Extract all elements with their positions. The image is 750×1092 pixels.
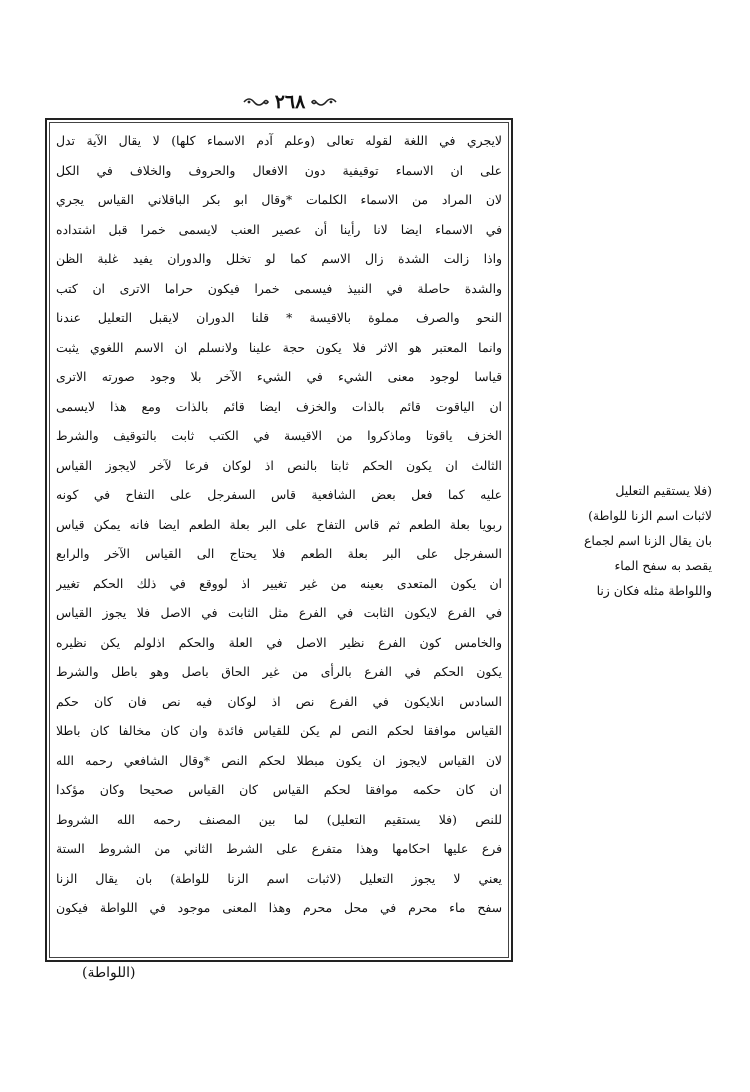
text-line: يكون الحكم في الفرع بالرأى من غير الحاق باصل وهو باطل والشرط bbox=[56, 664, 502, 679]
text-line: يعني لا يجوز التعليل (لاثبات اسم الزنا للواطة) بان يقال الزنا bbox=[56, 870, 502, 886]
text-line: ربويا بعلة الطعم ثم قاس التفاح على البر بعلة الطعم ايضا فانه يمكن قياس bbox=[56, 516, 502, 532]
catchword: (اللواطة) bbox=[82, 965, 136, 981]
text-line: لان القياس لايجوز ان يكون مبطلا لحكم النص *وقال الشافعي رحمه الله bbox=[56, 752, 502, 768]
text-line: عليه كما فعل بعض الشافعية قاس السفرجل على التفاح في كونه bbox=[56, 487, 502, 502]
margin-note bbox=[522, 478, 712, 603]
margin-note-line: يقصد به سفح الماء bbox=[614, 558, 712, 573]
margin-note-line: واللواطة مثله فكان زنا bbox=[596, 583, 712, 598]
text-line: سفح ماء محرم في محل محرم وهذا المعنى موجود في اللواطة فيكون bbox=[56, 900, 502, 915]
margin-note-line: بان يقال الزنا اسم لجماع bbox=[583, 533, 712, 548]
text-line: للنص (فلا يستقيم التعليل) لما بين المصنف رحمه الله الشروط bbox=[56, 811, 502, 827]
text-line: في الاسماء ايضا لانا رأينا أن عصير العنب لايسمى خمرا قبل اشتداده bbox=[56, 221, 502, 237]
text-line: الخزف ياقوتا وماذكروا من الاقيسة في الكتب ثابت بالتوقيف والشرط bbox=[56, 428, 502, 443]
ornament-left-icon bbox=[311, 95, 337, 109]
text-line: القياس موافقا لحكم النص لم يكن للقياس فائدة وان كان مخالفا كان باطلا bbox=[56, 723, 502, 738]
text-line: قياسا لوجود معنى الشيء في الشيء الآخر بلا وجود صورته الاترى bbox=[56, 369, 502, 384]
text-line: النحو والصرف مملوة بالاقيسة * قلنا الدوران لايقبل التعليل عندنا bbox=[56, 310, 502, 325]
text-line: السادس انلايكون في الفرع نص اذ لوكان فيه نص فان كان حكم bbox=[56, 693, 502, 709]
page-number: ٢٦٨ bbox=[274, 91, 306, 113]
text-line: ان كان حكمه موافقا لحكم القياس كان القياس صحيحا وكان مؤكدا bbox=[56, 782, 502, 797]
text-line: في الفرع لايكون الثابت في الفرع مثل الثابت في الاصل فلا يجوز القياس bbox=[56, 605, 502, 620]
text-line: والشدة حاصلة في النبيذ فيسمى خمرا فيكون حراما الاترى ان كتب bbox=[56, 280, 502, 296]
text-line: وانما المعتبر هو الاثر فلا يكون حجة علينا ولانسلم ان الاسم اللغوي يثبت bbox=[56, 339, 502, 355]
text-line: السفرجل على البر بعلة الطعم فلا يحتاج الى القياس الآخر والرابع bbox=[56, 546, 502, 561]
text-line: على ان الاسماء توقيفية دون الافعال والحروف والخلاف في الكل bbox=[56, 162, 502, 178]
main-text-block bbox=[56, 126, 502, 954]
text-line: ان يكون المتعدى بعينه من غير تغيير اذ لووقع في ذلك الحكم تغيير bbox=[56, 575, 502, 591]
text-line: لايجري في اللغة لقوله تعالى (وعلم آدم الاسماء كلها) لا يقال الآية تدل bbox=[56, 133, 502, 148]
margin-note-line: (فلا يستقيم التعليل bbox=[615, 483, 712, 498]
text-line: فرع عليها احكامها وهذا متفرع على الشرط الثاني من الشروط الستة bbox=[56, 841, 502, 856]
text-line: واذا زالت الشدة زال الاسم كما لو تخلل والدوران يفيد غلبة الظن bbox=[56, 251, 502, 266]
text-line: لان المراد من الاسماء الكلمات *وقال ابو بكر الباقلاني القياس يجري bbox=[56, 192, 502, 207]
margin-note-line: لاثبات اسم الزنا للواطة) bbox=[588, 508, 712, 523]
text-line: الثالث ان يكون الحكم ثابتا بالنص اذ لوكان فرعا لآخر لايجوز القياس bbox=[56, 457, 502, 473]
text-line: ان الياقوت قائم بالذات والخزف ايضا قائم بالذات ومع هذا لايسمى bbox=[56, 398, 502, 414]
page-header bbox=[230, 88, 350, 116]
ornament-right-icon bbox=[243, 95, 269, 109]
text-line: والخامس كون الفرع نظير الاصل في العلة والحكم اذلولم يكن نظيره bbox=[56, 634, 502, 650]
